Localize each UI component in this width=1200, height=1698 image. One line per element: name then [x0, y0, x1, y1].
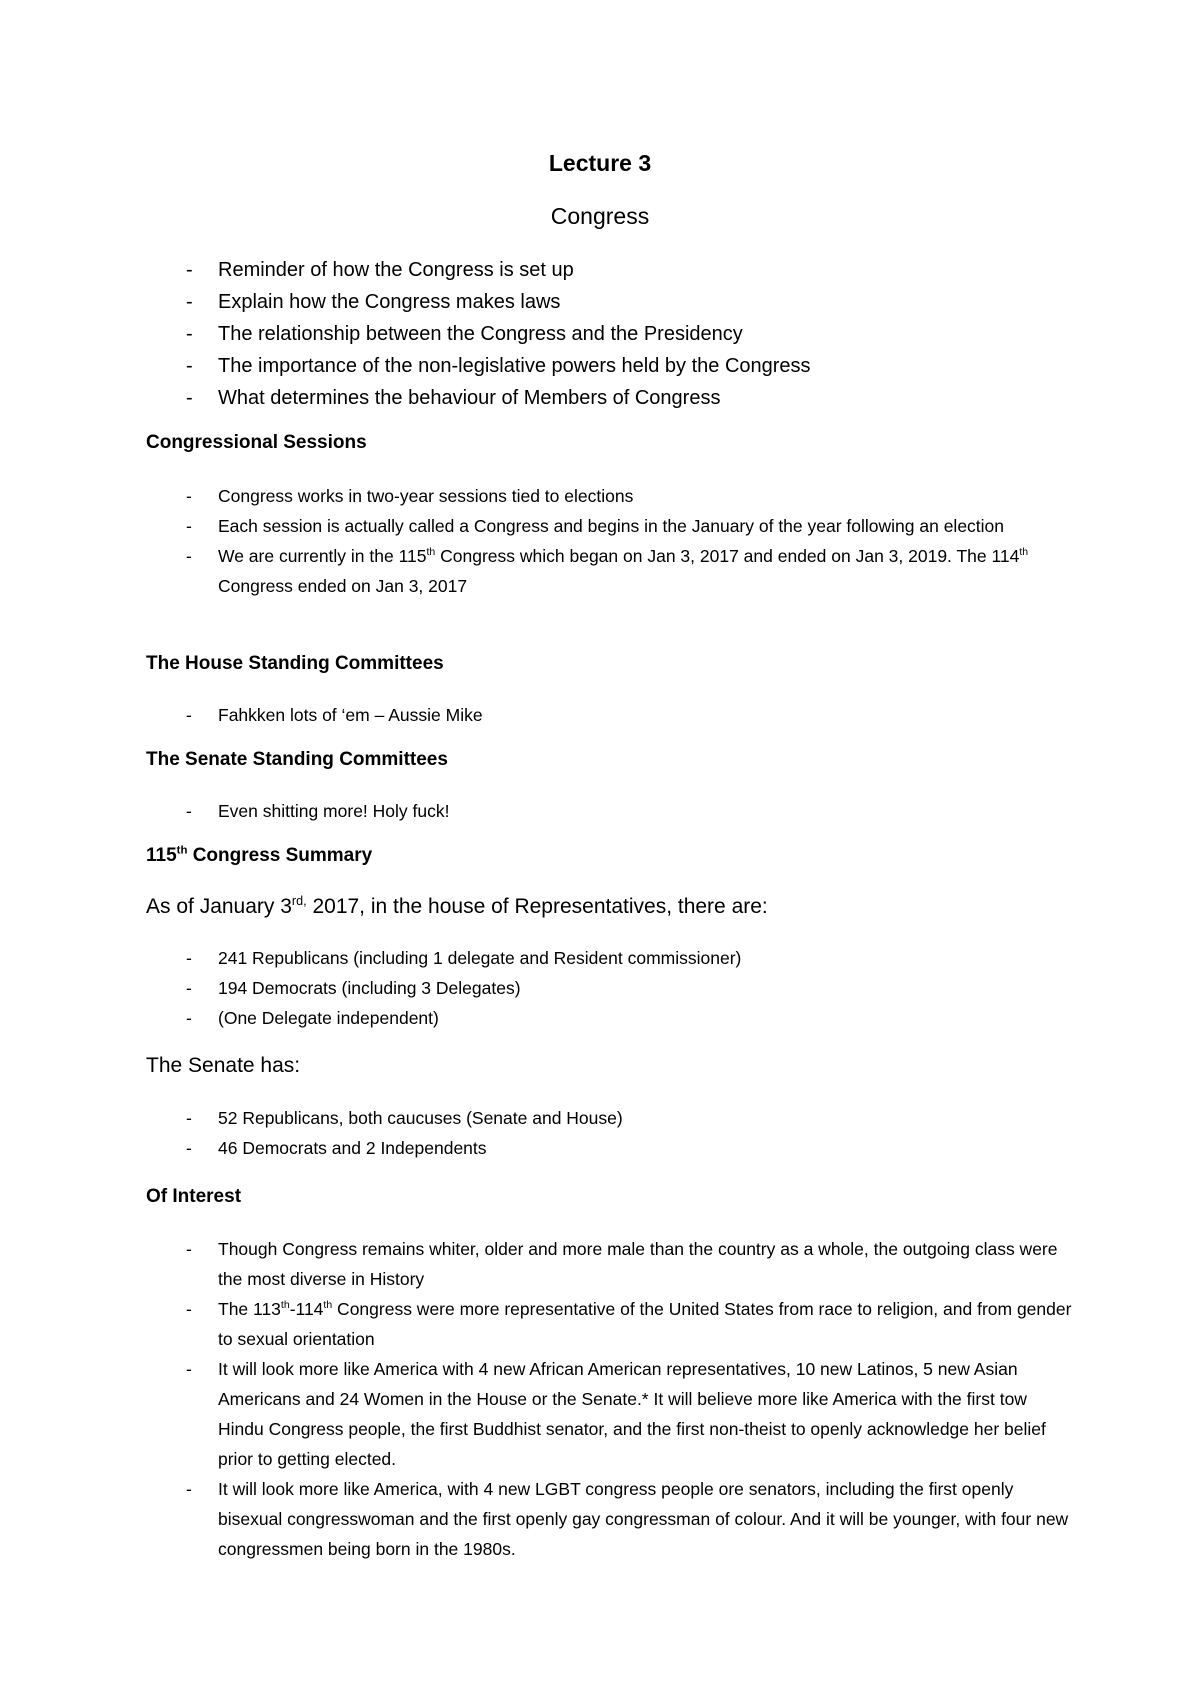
list-item: - Reminder of how the Congress is set up — [146, 254, 1076, 286]
section-heading-interest: Of Interest — [146, 1186, 242, 1207]
house-summary-list — [146, 943, 1076, 1033]
intro-list-block — [146, 254, 1076, 414]
list-item: - It will look more like America with 4 new African American representatives, 10 new Latinos, 5 new Asian Americans and 24 Women in the House or the Senate.* It will believe more like America with the first tow Hindu Congress people, the first Buddhist senator, and the first non-theist to openly acknowledge her belief prior to getting elected. — [146, 1354, 1076, 1474]
list-item: - Even shitting more! Holy fuck! — [146, 796, 1076, 826]
list-item: - 46 Democrats and 2 Independents — [146, 1133, 1076, 1163]
superscript: th — [426, 546, 436, 559]
text-run: -114 — [289, 1299, 324, 1319]
house-intro — [146, 895, 768, 919]
list-item: - 52 Republicans, both caucuses (Senate and House) — [146, 1103, 1076, 1133]
section-heading-summary — [146, 845, 372, 867]
list-item: - Fahkken lots of ‘em – Aussie Mike — [146, 700, 1076, 730]
list-item: - It will look more like America, with 4 new LGBT congress people ore senators, including the first openly bisexual congresswoman and the first openly gay congressman of colour. And it will be younger, with four new congressmen being born in the 1980s. — [146, 1474, 1076, 1564]
text-run: Congress which began on Jan 3, 2017 and ended on Jan 3, 2019. The 114 — [435, 546, 1020, 566]
house-committees-list — [146, 700, 1076, 730]
text-run: The 113 — [218, 1299, 281, 1319]
section-heading-sessions: Congressional Sessions — [146, 432, 367, 453]
sessions-block — [146, 481, 1076, 601]
superscript: th — [323, 1299, 333, 1312]
senate-summary-block — [146, 1103, 1076, 1163]
text-run: Congress were more representative of the United States from race to religion, and from gender to sexual orientation — [218, 1299, 1072, 1349]
list-item: - The importance of the non-legislative powers held by the Congress — [146, 350, 1076, 382]
intro-list — [146, 254, 1076, 414]
page-title: Lecture 3 — [548, 150, 652, 176]
house-summary-block — [146, 943, 1076, 1033]
text-run: Congress ended on Jan 3, 2017 — [218, 576, 468, 596]
list-item: - What determines the behaviour of Members of Congress — [146, 382, 1076, 414]
senate-intro: The Senate has: — [146, 1054, 301, 1077]
superscript: th — [176, 844, 188, 857]
senate-committees-list — [146, 796, 1076, 826]
list-item — [146, 541, 1076, 601]
heading-number: 115 — [146, 845, 177, 866]
text-run: We are currently in the 115 — [218, 546, 427, 566]
list-item: - Though Congress remains whiter, older and more male than the country as a whole, the outgoing class were the most diverse in History — [146, 1234, 1076, 1294]
list-item: - 241 Republicans (including 1 delegate and Resident commissioner) — [146, 943, 1076, 973]
heading-text: Congress Summary — [187, 845, 373, 866]
sessions-list — [146, 481, 1076, 601]
list-item — [146, 1294, 1076, 1354]
list-item: - 194 Democrats (including 3 Delegates) — [146, 973, 1076, 1003]
house-committees-block — [146, 700, 1076, 730]
superscript: rd, — [291, 894, 307, 908]
senate-summary-list — [146, 1103, 1076, 1163]
list-item: - Explain how the Congress makes laws — [146, 286, 1076, 318]
superscript: th — [1019, 546, 1029, 559]
list-item: - Congress works in two-year sessions tied to elections — [146, 481, 1076, 511]
interest-list — [146, 1234, 1076, 1564]
page-subtitle: Congress — [550, 203, 650, 229]
text-run: 2017, in the house of Representatives, there are: — [306, 895, 768, 918]
list-item: - (One Delegate independent) — [146, 1003, 1076, 1033]
section-heading-senate-committees: The Senate Standing Committees — [146, 749, 448, 770]
section-heading-house-committees: The House Standing Committees — [146, 653, 444, 674]
text-run: As of January 3 — [146, 895, 292, 918]
superscript: th — [280, 1299, 290, 1312]
senate-committees-block — [146, 796, 1076, 826]
interest-block — [146, 1234, 1076, 1564]
list-item: - The relationship between the Congress and the Presidency — [146, 318, 1076, 350]
list-item: - Each session is actually called a Congress and begins in the January of the year following an election — [146, 511, 1076, 541]
